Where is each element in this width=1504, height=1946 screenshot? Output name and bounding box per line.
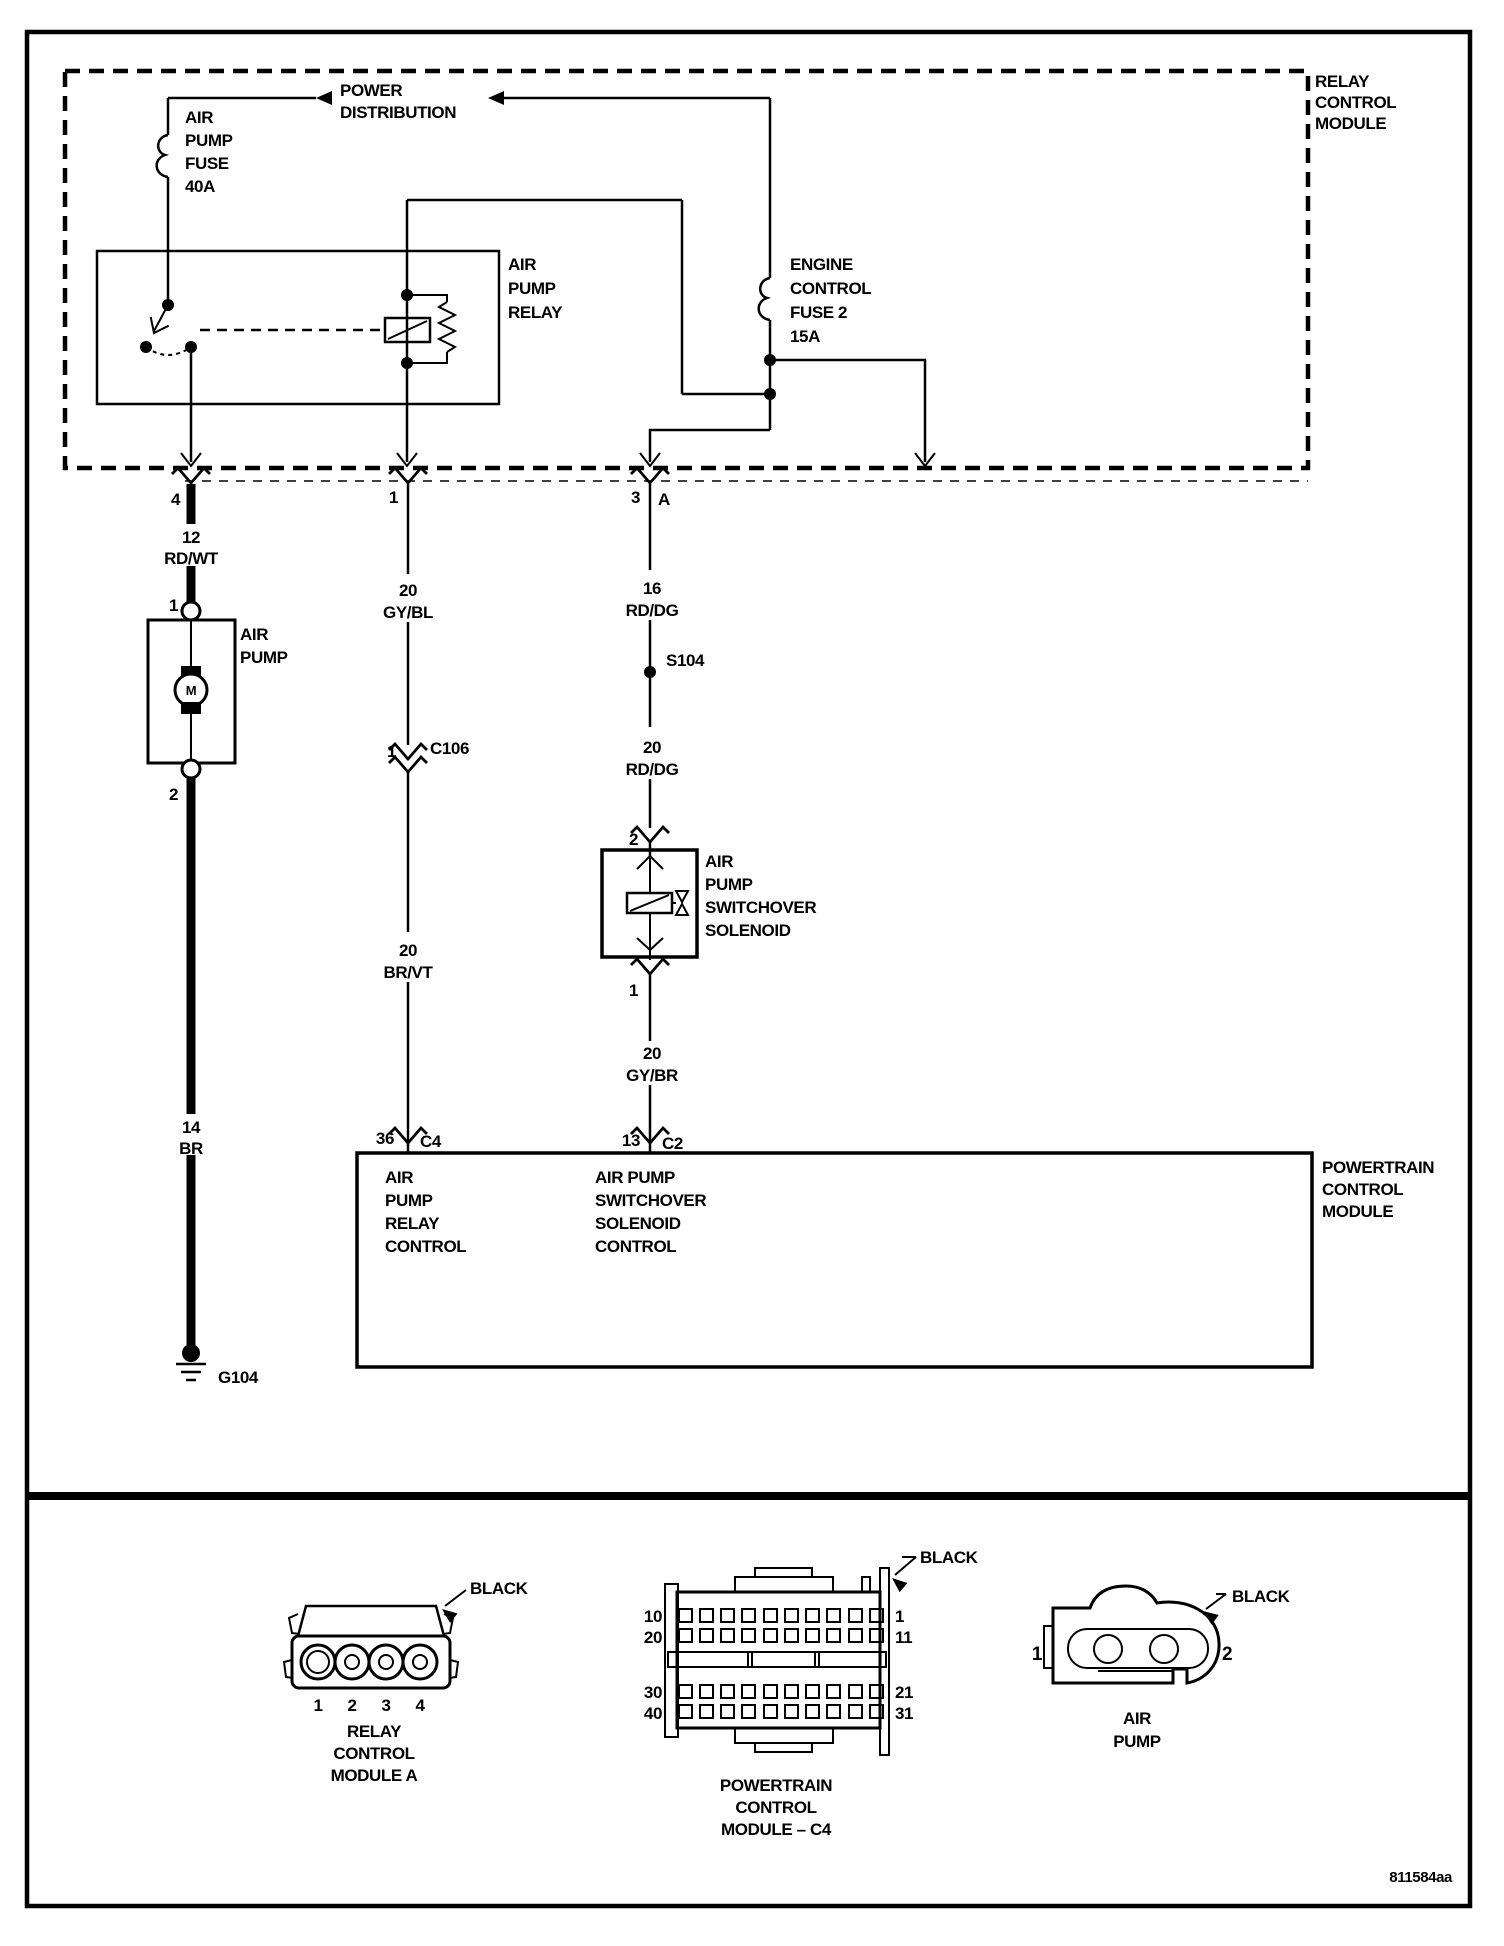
pin-number: 3 <box>381 1696 391 1715</box>
pcm-solenoid-control-line: CONTROL <box>595 1237 677 1256</box>
terminal-icon <box>631 959 669 974</box>
relay-outline <box>97 251 499 404</box>
connector-color-label: BLACK <box>470 1579 528 1598</box>
terminal-cavity-icon <box>403 1645 437 1679</box>
pcm-label-line: POWERTRAIN <box>1322 1158 1435 1177</box>
module-connector-row <box>171 453 1308 509</box>
pcm-solenoid-control-line: SWITCHOVER <box>595 1191 707 1210</box>
wire-gauge: 20 <box>398 581 418 600</box>
pin-row <box>679 1629 883 1642</box>
splice-dot <box>644 666 656 678</box>
ground-label: G104 <box>218 1368 258 1387</box>
pcm-relay-control-line: PUMP <box>385 1191 433 1210</box>
relay-control-module-label-line: RELAY <box>1315 72 1370 91</box>
air-pump-label-line: PUMP <box>240 648 288 667</box>
engine-control-fuse-2 <box>650 98 935 466</box>
wire-color: RD/WT <box>164 549 218 568</box>
pin-row <box>679 1609 883 1622</box>
air-pump-fuse-label-line: AIR <box>185 108 214 127</box>
pin-number: 1 <box>313 1696 323 1715</box>
pin-number: 1 <box>1031 1644 1042 1665</box>
connector-caption-line: CONTROL <box>333 1744 415 1763</box>
solenoid-label-line: AIR <box>705 852 734 871</box>
engine-fuse-label-line: ENGINE <box>790 255 853 274</box>
power-distribution-label-line: POWER <box>340 81 403 100</box>
pin-number: 2 <box>347 1696 357 1715</box>
air-pump-relay-label-line: PUMP <box>508 279 556 298</box>
relay-control-module-label <box>1315 72 1396 133</box>
engine-fuse-label-line: 15A <box>790 327 820 346</box>
connector-caption-line: AIR <box>1122 1709 1152 1728</box>
wire-gauge: 20 <box>642 1044 662 1063</box>
pin-row <box>679 1685 883 1698</box>
pcm-relay-control-line: RELAY <box>385 1214 440 1233</box>
wire-gauge: 12 <box>181 528 201 547</box>
relay-control-module-boundary <box>65 71 1308 468</box>
solenoid-label-line: SWITCHOVER <box>705 898 817 917</box>
ground-icon <box>176 1344 206 1380</box>
pin-number: 36 <box>375 1129 394 1148</box>
air-pump-label-line: AIR <box>240 625 269 644</box>
pcm-outline <box>357 1153 1312 1367</box>
power-feed-arrow-icon <box>316 91 332 105</box>
pin-row-number: 40 <box>643 1704 662 1723</box>
powertrain-control-module <box>357 1153 1434 1367</box>
solenoid-circuit <box>602 484 816 1153</box>
connector-id: C2 <box>662 1134 683 1153</box>
pin-row-number: 30 <box>643 1683 662 1702</box>
relay-control-module-label-line: MODULE <box>1315 114 1387 133</box>
terminal-cavity-icon <box>369 1645 403 1679</box>
connector-view-relay-module-a <box>284 1579 529 1785</box>
connector-caption-line: CONTROL <box>735 1798 817 1817</box>
terminal-cavity-icon <box>335 1645 369 1679</box>
connector-id: C106 <box>430 739 470 758</box>
wire-color: BR <box>179 1139 203 1158</box>
connector-caption-line: MODULE A <box>330 1766 418 1785</box>
terminal-ring-icon <box>182 760 200 778</box>
connector-view-air-pump <box>1032 1586 1291 1751</box>
fuse-icon <box>759 278 770 320</box>
connector-lid <box>298 1606 444 1636</box>
air-pump-fuse-label-line: PUMP <box>185 131 233 150</box>
relay-switch-icon <box>140 299 197 355</box>
pin-number: 2 <box>168 785 178 804</box>
pin-letter: A <box>658 490 670 509</box>
motor-letter: M <box>185 683 197 698</box>
connector-view-pcm-c4 <box>644 1548 979 1839</box>
wire-color: RD/DG <box>625 601 679 620</box>
connector-caption-line: PUMP <box>1113 1732 1161 1751</box>
air-pump-fuse <box>157 98 233 305</box>
pcm-relay-control-line: CONTROL <box>385 1237 467 1256</box>
connector-id: C4 <box>420 1132 441 1151</box>
pin-row-number: 10 <box>643 1607 662 1626</box>
pin-row <box>679 1705 883 1718</box>
solenoid-label-line: SOLENOID <box>705 921 791 940</box>
pin-row-number: 1 <box>895 1607 905 1626</box>
power-distribution-reference <box>168 81 770 122</box>
pin-number: 1 <box>388 488 398 507</box>
pin-number: 3 <box>630 488 640 507</box>
air-pump-relay-label-line: RELAY <box>508 303 563 322</box>
air-pump-circuit <box>148 484 288 1387</box>
air-pump-fuse-label-line: FUSE <box>185 154 229 173</box>
pin-number: 2 <box>628 830 638 849</box>
connector-caption-line: RELAY <box>346 1722 402 1741</box>
pin-number: 2 <box>1222 1644 1233 1665</box>
relay-control-module-label-line: CONTROL <box>1315 93 1397 112</box>
pin-row-number: 21 <box>895 1683 914 1702</box>
air-pump-fuse-label-line: 40A <box>185 177 215 196</box>
wire-gauge: 20 <box>398 941 418 960</box>
connector-caption-line: POWERTRAIN <box>719 1776 833 1795</box>
leader-arrow-icon <box>438 1604 457 1623</box>
pcm-relay-control-line: AIR <box>385 1168 414 1187</box>
engine-fuse-label-line: FUSE 2 <box>790 303 848 322</box>
page-frame <box>27 32 1470 1906</box>
connector-color-label: BLACK <box>1232 1587 1290 1606</box>
pcm-label-line: CONTROL <box>1322 1180 1404 1199</box>
pin-row-number: 20 <box>643 1628 662 1647</box>
connector-mid-band <box>668 1652 886 1667</box>
pin-number: 4 <box>415 1696 425 1715</box>
pcm-solenoid-control-line: SOLENOID <box>595 1214 681 1233</box>
pin-row-number: 11 <box>895 1628 913 1647</box>
pcm-solenoid-control-line: AIR PUMP <box>595 1168 675 1187</box>
leader-arrow-icon <box>888 1573 907 1592</box>
solenoid-label-line: PUMP <box>705 875 753 894</box>
pin-number: 13 <box>621 1131 640 1150</box>
pin-number: 1 <box>168 596 178 615</box>
solenoid-valve-icon <box>627 856 688 960</box>
pin-number: 1 <box>386 742 396 761</box>
document-id: 811584aa <box>1389 1869 1452 1886</box>
pcm-label-line: MODULE <box>1322 1202 1394 1221</box>
air-pump-relay-label-line: AIR <box>508 255 537 274</box>
fuse-icon <box>157 135 168 177</box>
wire-color: RD/DG <box>625 760 679 779</box>
pin-number: 1 <box>628 981 638 1000</box>
air-pump-relay <box>97 200 770 462</box>
wire-color: BR/VT <box>383 963 433 982</box>
power-distribution-label-line: DISTRIBUTION <box>340 103 457 122</box>
connector-caption-line: MODULE – C4 <box>721 1820 831 1839</box>
wire-color: GY/BR <box>626 1066 678 1085</box>
pin-number: 4 <box>170 490 180 509</box>
engine-fuse-label-line: CONTROL <box>790 279 872 298</box>
pin-row-number: 31 <box>895 1704 914 1723</box>
wire-gauge: 16 <box>642 579 662 598</box>
splice-label: S104 <box>666 651 705 670</box>
power-feed-arrow-icon <box>488 91 504 105</box>
relay-control-circuit <box>376 484 469 1153</box>
motor-icon <box>175 620 207 760</box>
connector-color-label: BLACK <box>920 1548 978 1567</box>
wire-gauge: 20 <box>642 738 662 757</box>
wire-gauge: 14 <box>181 1118 201 1137</box>
terminal-ring-icon <box>182 602 200 620</box>
wire-color: GY/BL <box>383 603 433 622</box>
resistor-icon <box>439 302 455 352</box>
